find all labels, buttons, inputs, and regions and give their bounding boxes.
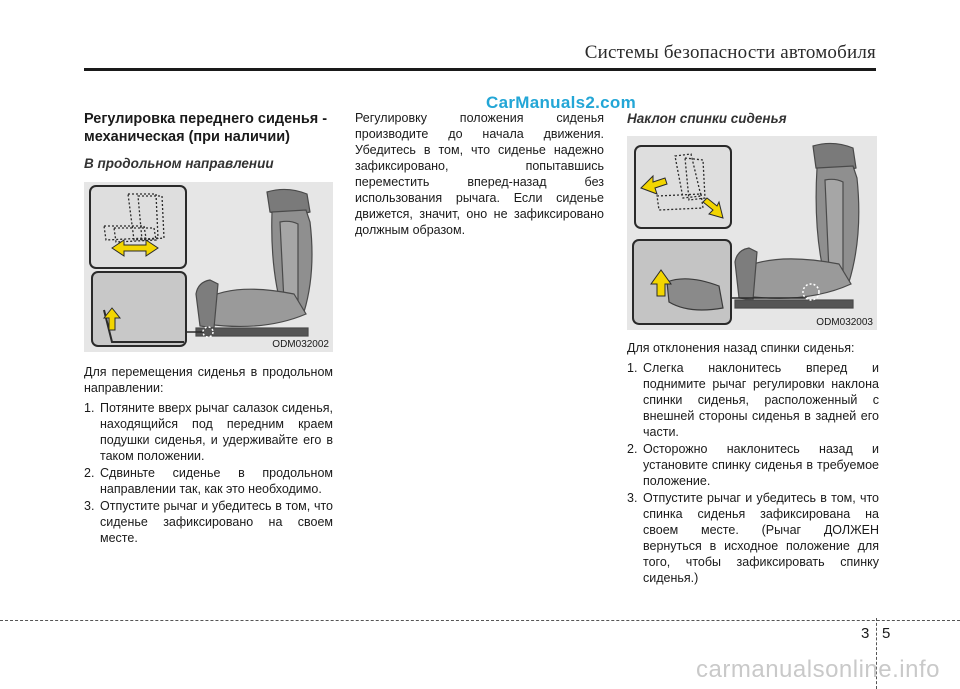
chapter-number: 3 [861, 625, 870, 642]
steps-list [84, 400, 333, 546]
right-column [627, 110, 879, 587]
list-item: 2. Осторожно наклонитесь назад и установите спинку сиденья в требуемое положение. [627, 442, 879, 488]
lever-inset-frame [92, 272, 186, 346]
list-item: 3. Отпустите рычаг и убедитесь в том, что спинка сиденья зафиксирована на своем месте. (Рычаг ДОЛЖЕН вернуться в исходное положение для того, чтобы зафиксировать спинку сиденья.) [627, 491, 879, 585]
list-item: 2. Сдвиньте сиденье в продольном направлении так, как это необходимо. [84, 466, 333, 496]
watermark-carmanualsonline[interactable]: carmanualsonline.info [696, 656, 940, 683]
subheading-longitudinal: В продольном направлении [84, 156, 274, 171]
seat-icon [735, 143, 859, 308]
steps-list [627, 360, 879, 586]
figure-code: ODM032002 [272, 339, 329, 350]
list-item: 3. Отпустите рычаг и убедитесь в том, что сиденье зафиксировано на своем месте. [84, 499, 333, 545]
seat-recline-illustration [627, 136, 877, 330]
chapter-header-title: Системы безопасности автомобиля [584, 42, 876, 63]
figure-code: ODM032003 [816, 317, 873, 328]
subheading-recline: Наклон спинки сиденья [627, 111, 787, 126]
page-number: 5 [882, 625, 891, 642]
caution-paragraph: Регулировку положения сиденья производите до начала движения. Убедитесь в том, что сиденье надежно зафиксировано, попытавшись переместить вперед-назад без использования рычага. Если сиденье движется, значит, оно не зафиксировано должным образом. [355, 111, 604, 237]
list-item: 1. Слегка наклонитесь вперед и поднимите рычаг регулировки наклона спинки сиденья, расположенный с внешней стороны сиденья в задней его части. [627, 361, 879, 439]
seat-slide-illustration [84, 182, 333, 352]
watermark-carmanuals[interactable]: CarManuals2.com [486, 93, 636, 112]
left-column [84, 110, 333, 547]
figure-seat-recline [627, 136, 877, 330]
list-item: 1. Потяните вверх рычаг салазок сиденья, находящийся под передним краем подушки сиденья, и удерживайте его в таком положении. [84, 401, 333, 463]
intro-paragraph: Для перемещения сиденья в продольном направлении: [84, 365, 333, 395]
figure-seat-slide [84, 182, 333, 352]
middle-column [355, 110, 604, 238]
section-heading: Регулировка переднего сиденья - механическая (при наличии) [84, 111, 328, 145]
seat-icon [196, 189, 312, 336]
intro-paragraph: Для отклонения назад спинки сиденья: [627, 341, 855, 355]
header-rule [84, 68, 876, 71]
footer-rule [0, 620, 960, 621]
